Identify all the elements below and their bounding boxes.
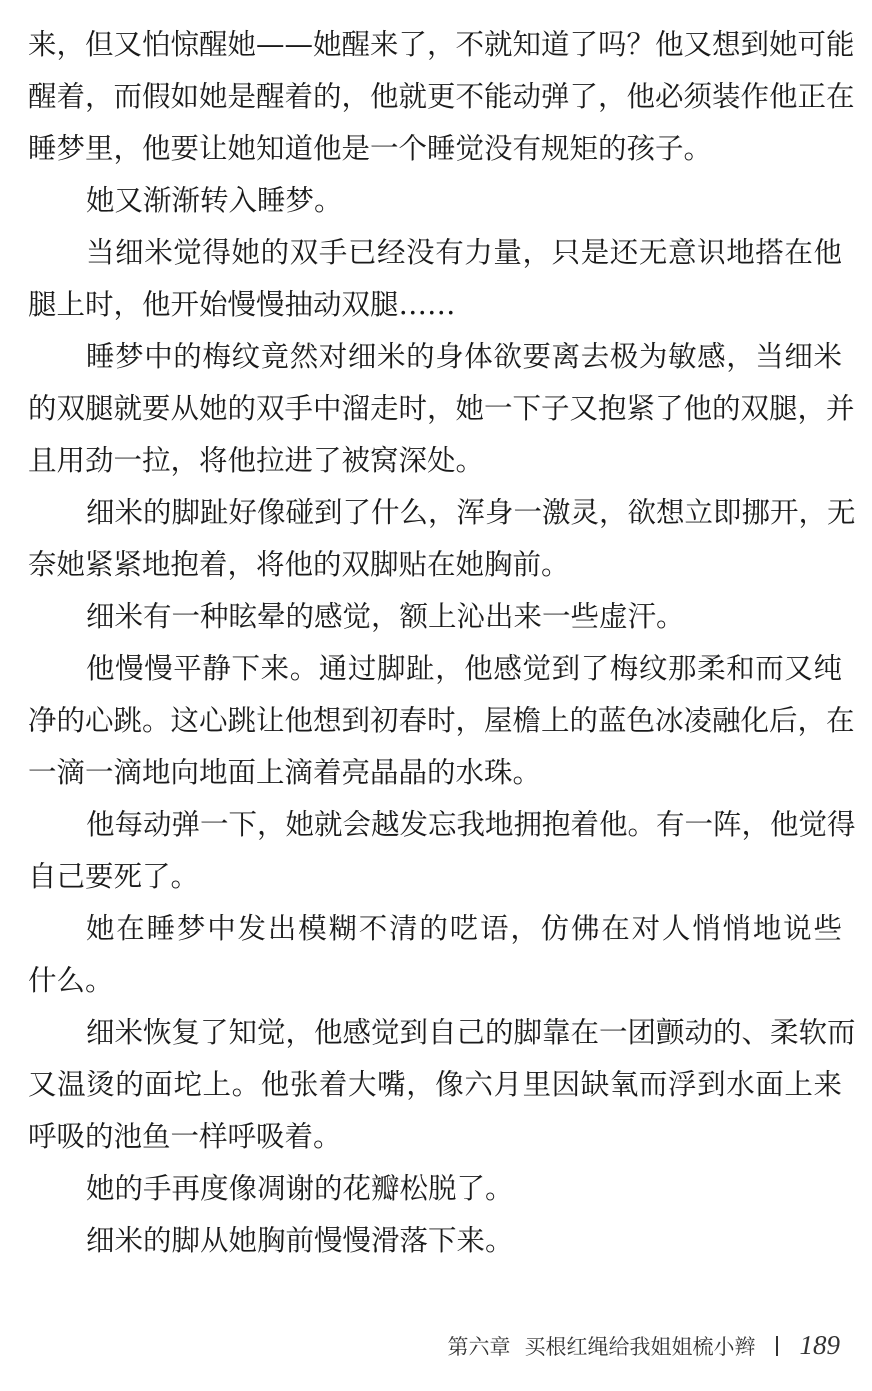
- text-line: 来，但又怕惊醒她——她醒来了，不就知道了吗？他又想到她可能: [28, 28, 855, 61]
- text-line: 呼吸的池鱼一样呼吸着。: [28, 1120, 342, 1153]
- text-line: 什么。: [28, 964, 114, 997]
- chapter-label: 第六章: [447, 1334, 511, 1359]
- paragraph-first-line: 他慢慢平静下来。通过脚趾，他感觉到了梅纹那柔和而又纯: [86, 652, 842, 685]
- running-footer: [448, 1330, 841, 1361]
- paragraph-first-line: 细米的脚趾好像碰到了什么，浑身一激灵，欲想立即挪开，无: [86, 496, 856, 529]
- body-text: [28, 22, 856, 1270]
- paragraph-first-line: 她的手再度像凋谢的花瓣松脱了。: [86, 1172, 514, 1205]
- paragraph-first-line: 细米的脚从她胸前慢慢滑落下来。: [86, 1224, 514, 1257]
- paragraph-first-line: 细米有一种眩晕的感觉，额上沁出来一些虚汗。: [86, 600, 685, 633]
- text-line: 又温烫的面坨上。他张着大嘴，像六月里因缺氧而浮到水面上来: [28, 1068, 842, 1101]
- paragraph-first-line: 她在睡梦中发出模糊不清的呓语，仿佛在对人悄悄地说些: [86, 912, 842, 945]
- text-line: 自己要死了。: [28, 860, 200, 893]
- text-line: 腿上时，他开始慢慢抽动双腿……: [28, 288, 456, 321]
- text-line: 奈她紧紧地抱着，将他的双脚贴在她胸前。: [28, 548, 570, 581]
- text-line: 一滴一滴地向地面上滴着亮晶晶的水珠。: [28, 756, 542, 789]
- text-line: 的双腿就要从她的双手中溜走时，她一下子又抱紧了他的双腿，并: [28, 392, 855, 425]
- paragraph-first-line: 他每动弹一下，她就会越发忘我地拥抱着他。有一阵，他觉得: [86, 808, 856, 841]
- text-line: 且用劲一拉，将他拉进了被窝深处。: [28, 444, 485, 477]
- paragraph-first-line: 当细米觉得她的双手已经没有力量，只是还无意识地搭在他: [86, 236, 842, 269]
- text-line: 净的心跳。这心跳让他想到初春时，屋檐上的蓝色冰凌融化后，在: [28, 704, 855, 737]
- text-line: 醒着，而假如她是醒着的，他就更不能动弹了，他必须装作他正在: [28, 80, 855, 113]
- footer-divider: [776, 1336, 778, 1356]
- chapter-title: 买根红绳给我姐姐梳小辫: [524, 1334, 756, 1359]
- text-line: 睡梦里，他要让她知道他是一个睡觉没有规矩的孩子。: [28, 132, 713, 165]
- page-number: 189: [799, 1330, 840, 1360]
- paragraph-first-line: 睡梦中的梅纹竟然对细米的身体欲要离去极为敏感，当细米: [86, 340, 842, 373]
- paragraph-first-line: 她又渐渐转入睡梦。: [86, 184, 343, 217]
- paragraph-first-line: 细米恢复了知觉，他感觉到自己的脚靠在一团颤动的、柔软而: [86, 1016, 856, 1049]
